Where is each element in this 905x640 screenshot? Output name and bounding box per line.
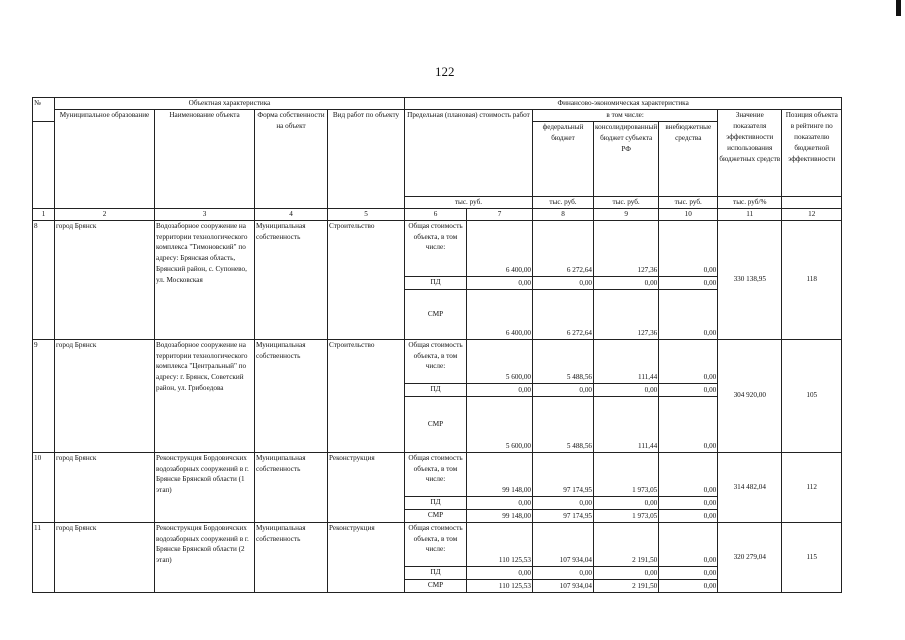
col-num: 4 xyxy=(255,208,328,220)
cost-consolidated: 111,44 xyxy=(594,339,659,383)
cost-consolidated: 2 191,50 xyxy=(594,522,659,566)
column-numbers-row xyxy=(33,208,842,220)
cost-extrabudget: 0,00 xyxy=(659,496,718,509)
cost-total: 5 600,00 xyxy=(467,396,533,452)
cost-total: 0,00 xyxy=(467,566,533,579)
table-row xyxy=(33,220,842,276)
efficiency-value: 330 138,95 xyxy=(718,220,782,339)
header-financial-characteristic: Финансово-экономическая характеристика xyxy=(405,98,842,110)
scan-edge-mark xyxy=(896,0,901,16)
cost-extrabudget: 0,00 xyxy=(659,276,718,289)
cost-extrabudget: 0,00 xyxy=(659,522,718,566)
unit-efficiency: тыс. руб/% xyxy=(718,196,782,208)
cost-line-label: ПД xyxy=(405,276,467,289)
unit-consolidated: тыс. руб. xyxy=(594,196,659,208)
cost-extrabudget: 0,00 xyxy=(659,289,718,339)
cost-total: 6 400,00 xyxy=(467,289,533,339)
cost-federal: 0,00 xyxy=(533,566,594,579)
municipality: город Брянск xyxy=(55,339,155,452)
efficiency-value: 304 920,00 xyxy=(718,339,782,452)
cost-consolidated: 1 973,05 xyxy=(594,509,659,522)
header-object-name: Наименование объекта xyxy=(155,109,255,208)
row-number: 8 xyxy=(33,220,55,339)
efficiency-value: 320 279,04 xyxy=(718,522,782,592)
cost-total: 110 125,53 xyxy=(467,522,533,566)
header-efficiency: Значение показателя эффективности использования бюджетных средств xyxy=(718,109,782,196)
cost-total: 0,00 xyxy=(467,276,533,289)
cost-consolidated: 0,00 xyxy=(594,496,659,509)
unit-limit: тыс. руб. xyxy=(405,196,533,208)
cost-federal: 107 934,04 xyxy=(533,522,594,566)
page-number: 122 xyxy=(435,64,455,79)
header-limit-cost: Предельная (плановая) стоимость работ xyxy=(405,109,533,196)
table-row xyxy=(33,452,842,496)
municipality: город Брянск xyxy=(55,220,155,339)
cost-total: 6 400,00 xyxy=(467,220,533,276)
header-object-characteristic: Объектная характеристика xyxy=(55,98,405,110)
header-ownership: Форма собственности на объект xyxy=(255,109,328,208)
cost-extrabudget: 0,00 xyxy=(659,566,718,579)
col-num: 2 xyxy=(55,208,155,220)
cost-extrabudget: 0,00 xyxy=(659,383,718,396)
table-header xyxy=(33,98,842,221)
municipality: город Брянск xyxy=(55,522,155,592)
cost-federal: 0,00 xyxy=(533,276,594,289)
cost-consolidated: 1 973,05 xyxy=(594,452,659,496)
header-including: в том числе: xyxy=(533,109,718,121)
cost-total: 99 148,00 xyxy=(467,509,533,522)
work-type: Строительство xyxy=(328,339,405,452)
cost-line-label: СМР xyxy=(405,396,467,452)
cost-federal: 5 488,56 xyxy=(533,339,594,383)
ownership-form: Муниципальная собственность xyxy=(255,452,328,522)
cost-consolidated: 0,00 xyxy=(594,383,659,396)
cost-total: 0,00 xyxy=(467,496,533,509)
rank-position: 118 xyxy=(782,220,842,339)
col-num: 9 xyxy=(594,208,659,220)
unit-federal: тыс. руб. xyxy=(533,196,594,208)
header-num-cont xyxy=(33,121,55,208)
cost-line-label: Общая стоимость объекта, в том числе: xyxy=(405,522,467,566)
cost-line-label: ПД xyxy=(405,566,467,579)
row-number: 10 xyxy=(33,452,55,522)
cost-line-label: Общая стоимость объекта, в том числе: xyxy=(405,452,467,496)
municipality: город Брянск xyxy=(55,452,155,522)
cost-line-label: ПД xyxy=(405,383,467,396)
header-num: № xyxy=(33,98,55,122)
cost-line-label: СМР xyxy=(405,509,467,522)
cost-consolidated: 0,00 xyxy=(594,566,659,579)
cost-extrabudget: 0,00 xyxy=(659,452,718,496)
cost-extrabudget: 0,00 xyxy=(659,339,718,383)
rank-position: 112 xyxy=(782,452,842,522)
cost-federal: 6 272,64 xyxy=(533,289,594,339)
cost-line-label: СМР xyxy=(405,579,467,592)
table-row xyxy=(33,522,842,566)
cost-total: 0,00 xyxy=(467,383,533,396)
object-name: Реконструкция Бордовичских водозаборных сооружений в г. Брянске Брянской области (1 этап) xyxy=(155,452,255,522)
unit-extrabudget: тыс. руб. xyxy=(659,196,718,208)
header-work-type: Вид работ по объекту xyxy=(328,109,405,208)
cost-extrabudget: 0,00 xyxy=(659,579,718,592)
cost-total: 99 148,00 xyxy=(467,452,533,496)
cost-line-label: СМР xyxy=(405,289,467,339)
cost-total: 110 125,53 xyxy=(467,579,533,592)
cost-line-label: Общая стоимость объекта, в том числе: xyxy=(405,339,467,383)
object-name: Реконструкция Бордовичских водозаборных сооружений в г. Брянске Брянской области (2 этап) xyxy=(155,522,255,592)
table-row xyxy=(33,339,842,383)
ownership-form: Муниципальная собственность xyxy=(255,220,328,339)
rank-position: 105 xyxy=(782,339,842,452)
col-num: 10 xyxy=(659,208,718,220)
work-type: Строительство xyxy=(328,220,405,339)
object-name: Водозаборное сооружение на территории технологического комплекса "Тимоновский" по адресу: Брянская область, Брянский район, с. Супонево, ул. Московская xyxy=(155,220,255,339)
col-num: 7 xyxy=(467,208,533,220)
cost-federal: 107 934,04 xyxy=(533,579,594,592)
unit-rank xyxy=(782,196,842,208)
efficiency-value: 314 482,04 xyxy=(718,452,782,522)
object-name: Водозаборное сооружение на территории технологического комплекса "Центральный" по адресу: г. Брянск, Советский район, ул. Грибоедова xyxy=(155,339,255,452)
cost-consolidated: 127,36 xyxy=(594,289,659,339)
cost-extrabudget: 0,00 xyxy=(659,396,718,452)
row-number: 9 xyxy=(33,339,55,452)
col-num: 1 xyxy=(33,208,55,220)
col-num: 8 xyxy=(533,208,594,220)
cost-federal: 5 488,56 xyxy=(533,396,594,452)
cost-total: 5 600,00 xyxy=(467,339,533,383)
cost-consolidated: 2 191,50 xyxy=(594,579,659,592)
cost-federal: 0,00 xyxy=(533,383,594,396)
header-rank: Позиция объекта в рейтинге по показателю бюджетной эффективности xyxy=(782,109,842,196)
cost-consolidated: 0,00 xyxy=(594,276,659,289)
row-number: 11 xyxy=(33,522,55,592)
cost-consolidated: 127,36 xyxy=(594,220,659,276)
cost-federal: 97 174,95 xyxy=(533,452,594,496)
cost-extrabudget: 0,00 xyxy=(659,509,718,522)
cost-consolidated: 111,44 xyxy=(594,396,659,452)
cost-federal: 97 174,95 xyxy=(533,509,594,522)
header-extrabudget: внебюджетные средства xyxy=(659,121,718,196)
cost-line-label: Общая стоимость объекта, в том числе: xyxy=(405,220,467,276)
header-municipality: Муниципальное образование xyxy=(55,109,155,208)
ownership-form: Муниципальная собственность xyxy=(255,339,328,452)
col-num: 3 xyxy=(155,208,255,220)
financial-table xyxy=(32,97,842,593)
col-num: 5 xyxy=(328,208,405,220)
cost-extrabudget: 0,00 xyxy=(659,220,718,276)
work-type: Реконструкция xyxy=(328,452,405,522)
cost-line-label: ПД xyxy=(405,496,467,509)
work-type: Реконструкция xyxy=(328,522,405,592)
col-num: 12 xyxy=(782,208,842,220)
col-num: 6 xyxy=(405,208,467,220)
header-federal: федеральный бюджет xyxy=(533,121,594,196)
header-consolidated: консолидированный бюджет субъекта РФ xyxy=(594,121,659,196)
ownership-form: Муниципальная собственность xyxy=(255,522,328,592)
cost-federal: 6 272,64 xyxy=(533,220,594,276)
table-body xyxy=(33,220,842,592)
rank-position: 115 xyxy=(782,522,842,592)
col-num: 11 xyxy=(718,208,782,220)
cost-federal: 0,00 xyxy=(533,496,594,509)
